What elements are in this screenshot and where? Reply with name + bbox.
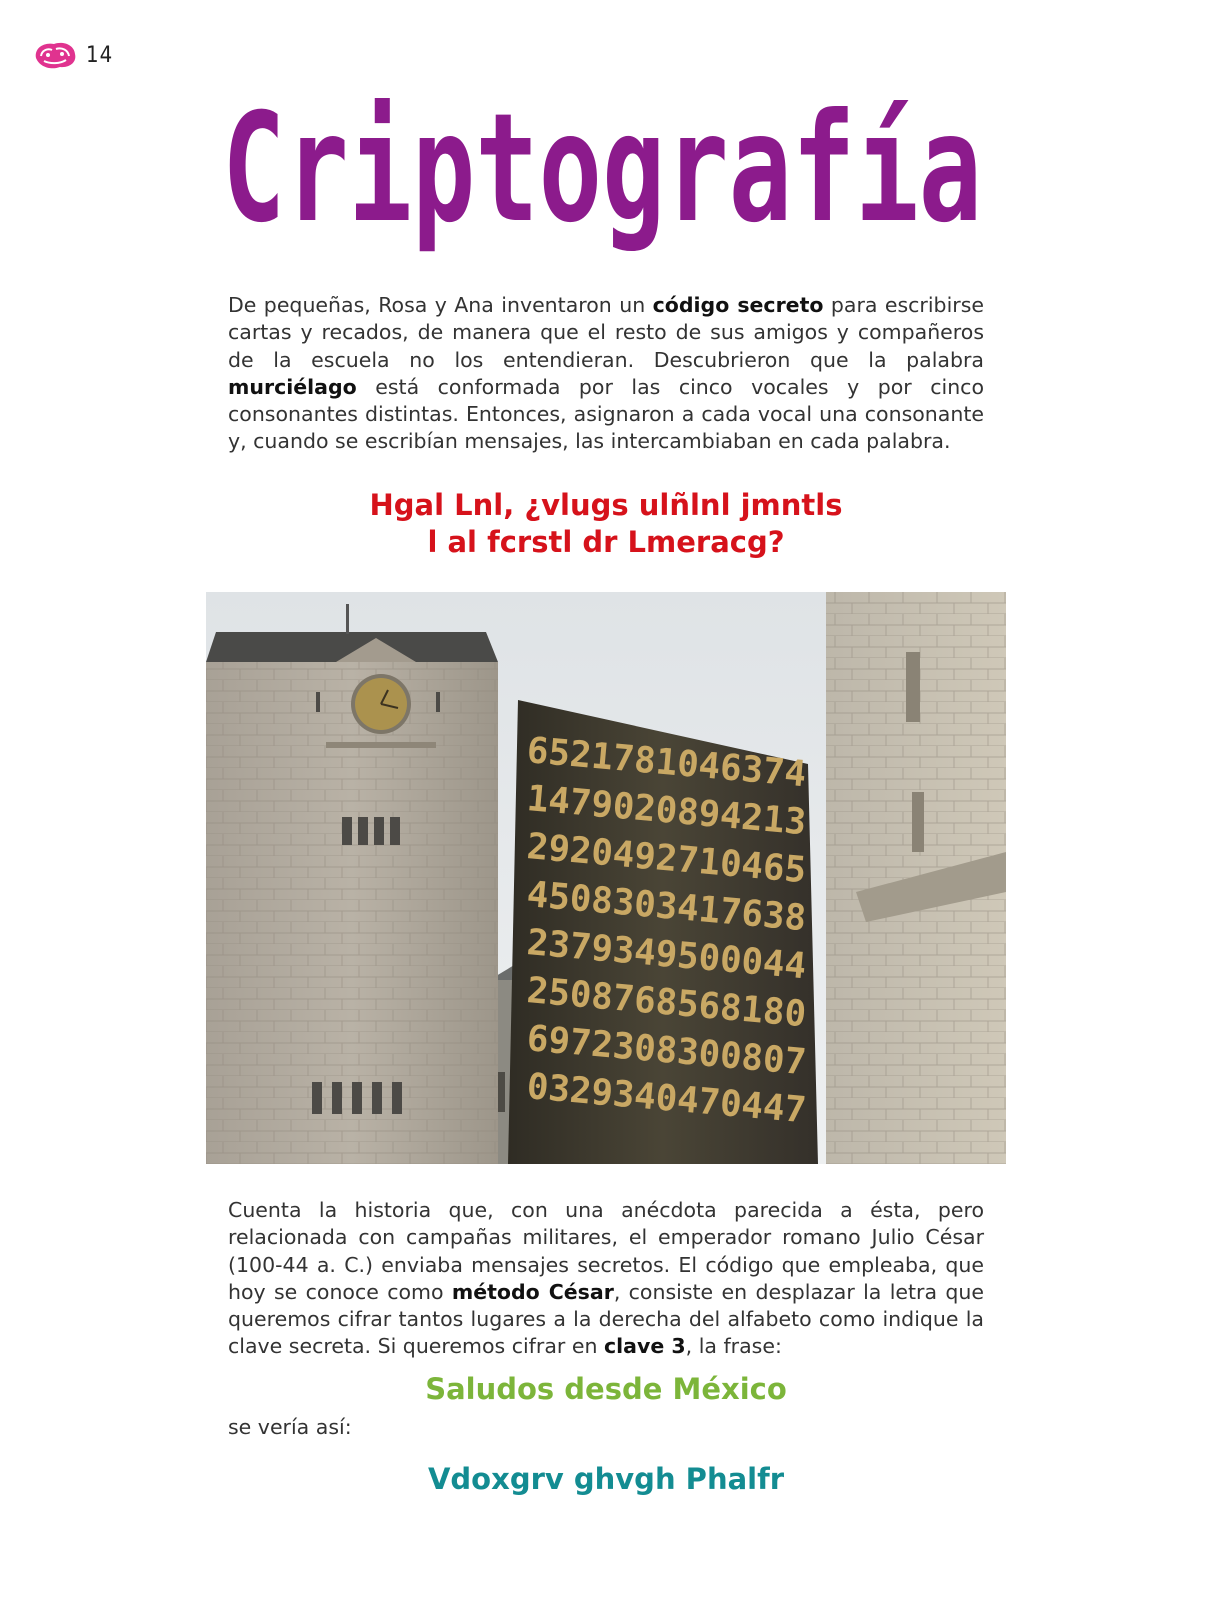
bold-term: murciélago — [228, 374, 357, 399]
bold-term: clave 3 — [603, 1334, 686, 1359]
bold-term: método César — [451, 1279, 614, 1304]
plain-phrase: Saludos desde México — [425, 1372, 787, 1406]
monument-digit-row: 0329340470447 — [525, 1066, 810, 1132]
monument-digit-row: 2920492710465 — [525, 826, 810, 892]
page-number: 14 — [86, 42, 114, 68]
monument-digit-row: 4508303417638 — [525, 874, 810, 940]
bold-term: código secreto — [652, 293, 824, 317]
intro-paragraph: De pequeñas, Rosa y Ana inventaron un código secreto para escribirse cartas y recados, de manera que el resto de sus amigos y compañeros de la escuela no los entendieran. Descubrieron que la palabra murciélago está conformada por las cinco vocales y por cinco consonantes distintas. Entonces, asignaron a cada vocal una consonante y, cuando se escribían mensajes, las intercambiaban en cada palabra. — [228, 293, 984, 454]
monument-digit-row: 1479020894213 — [525, 778, 810, 844]
cipher-monument-photo — [206, 592, 1006, 1164]
monument-digit-row: 6972308300807 — [525, 1018, 810, 1084]
coded-phrase: Vdoxgrv ghvgh Phalfr — [427, 1462, 785, 1496]
page-title-text: Criptografía — [222, 82, 982, 256]
monument-digit-row: 2508768568180 — [525, 970, 810, 1036]
cipher-line: l al fcrstl dr Lmeracg? — [427, 525, 785, 559]
page-title — [222, 74, 1002, 264]
cipher-line: Hgal Lnl, ¿vlugs ulñlnl jmntls — [369, 488, 843, 522]
monument-digit-row: 6521781046374 — [525, 730, 810, 796]
transition-text: se vería así: — [228, 1415, 352, 1439]
history-paragraph: Cuenta la historia que, con una anécdota parecida a ésta, pero relacionada con campañas militares, el emperador romano Julio César (100-44 a. C.) enviaba mensajes secretos. El código que empleaba, que hoy se conoce como método César, consiste en desplazar la letra que queremos cifrar tantos lugares a la derecha del alfabeto como indique la clave secreta. Si queremos cifrar en clave 3, la frase: — [228, 1198, 984, 1359]
pink-glyph-logo-icon — [32, 40, 78, 70]
page-header — [32, 40, 113, 70]
cipher-message — [228, 487, 984, 561]
monument-digit-row: 2379349500044 — [525, 922, 810, 988]
